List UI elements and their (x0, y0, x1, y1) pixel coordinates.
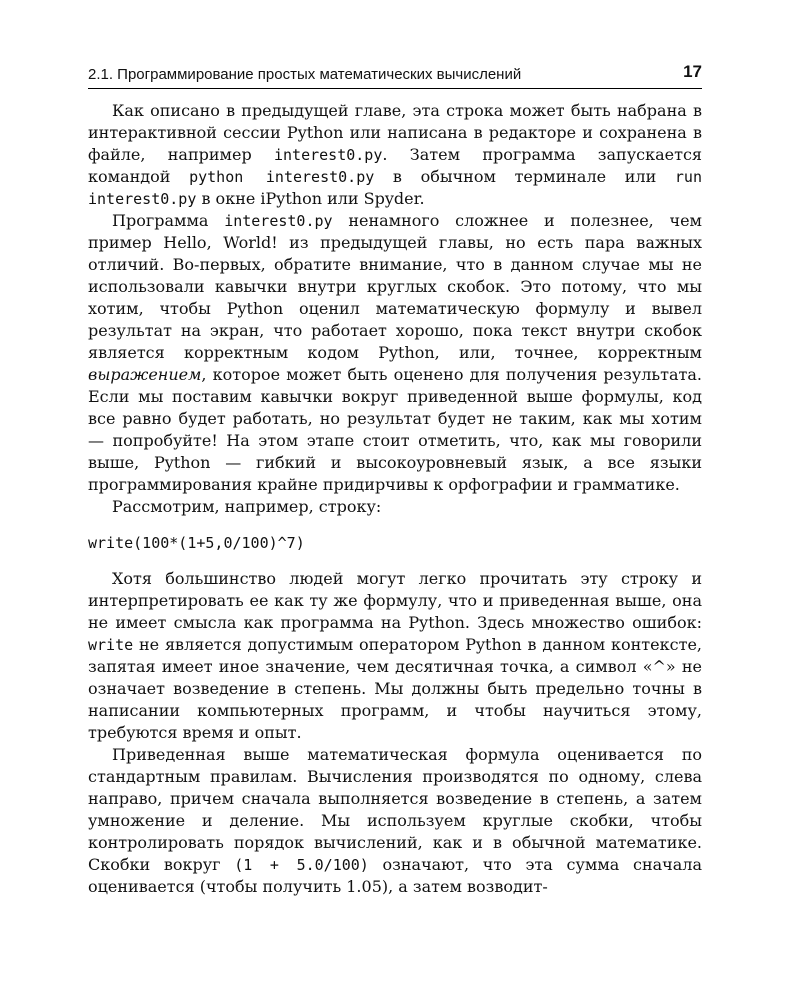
text-run: ненамного сложнее и полезнее, чем пример Hello, World! из предыдущей главы, но есть пара важных отличий. Во-первых, обратите внимание, что в данном случае мы не использовали кавычки внутри круглых скобок. Это потому, что мы хотим, чтобы Python оценил математическую формулу и вывел результат на экран, что работает хорошо, пока текст внутри скобок является корректным кодом Python, или, точнее, корректным (88, 211, 702, 362)
text-run: , которое может быть оценено для получения результата. Если мы поставим кавычки вокруг приведенной выше формулы, код все равно будет работать, но результат будет не таким, как мы хотим — попробуйте! На этом этапе стоит отметить, что, как мы говорили выше, Python — гибкий и высокоуровневый язык, а все языки программирования крайне придирчивы к орфографии и грамматике. (88, 365, 702, 494)
page-body (88, 100, 702, 898)
paragraph-1 (88, 100, 702, 210)
inline-code: write (88, 636, 134, 654)
paragraph-3 (88, 496, 702, 518)
text-run: не является допустимым оператором Python в данном контексте, запятая имеет иное значение, чем десятичная точка, а символ «^» не означает возведение в степень. Мы должны быть предельно точны в написании компьютерных программ, и чтобы научиться этому, требуются время и опыт. (88, 635, 702, 742)
text-run: Как описано в предыдущей главе, эта строка может быть набрана в интерактивной сессии Python или написана в редакторе и сохранена в файле, например (88, 101, 702, 164)
code-block: write(100*(1+5,0/100)^7) (88, 534, 305, 552)
inline-code: python interest0.py (189, 168, 375, 186)
inline-code: interest0.py (274, 146, 383, 164)
text-run: Рассмотрим, например, строку: (112, 497, 382, 516)
paragraph-4 (88, 568, 702, 744)
inline-code: (1 + 5.0/100) (234, 856, 369, 874)
section-title: 2.1. Программирование простых математических вычислений (88, 66, 522, 83)
text-run: в окне iPython или Spyder. (196, 189, 425, 208)
inline-code: run interest0.py (88, 168, 702, 208)
text-run: Программа (112, 211, 225, 230)
inline-code: interest0.py (224, 212, 333, 230)
emphasis: выражением (88, 365, 202, 384)
text-run: Приведенная выше математическая формула оценивается по стандартным правилам. Вычисления производятся по одному, слева направо, причем сначала выполняется возведение в степень, а затем умножение и деление. Мы используем круглые скобки, чтобы контролировать порядок вычислений, как и в обычной математике. Скобки вокруг (88, 745, 702, 874)
page-number: 17 (683, 62, 702, 81)
text-run: означают, что эта сумма сначала оценивается (чтобы получить 1.05), а затем возводит- (88, 855, 702, 896)
text-run: . Затем программа запускается командой (88, 145, 703, 186)
paragraph-2 (88, 210, 702, 496)
text-run: Хотя большинство людей могут легко прочитать эту строку и интерпретировать ее как ту же формулу, что и приведенная выше, она не имеет смысла как программа на Python. Здесь множество ошибок: (88, 569, 702, 632)
paragraph-5 (88, 744, 702, 898)
text-run: в обычном терминале или (374, 167, 675, 186)
running-header (88, 62, 702, 89)
